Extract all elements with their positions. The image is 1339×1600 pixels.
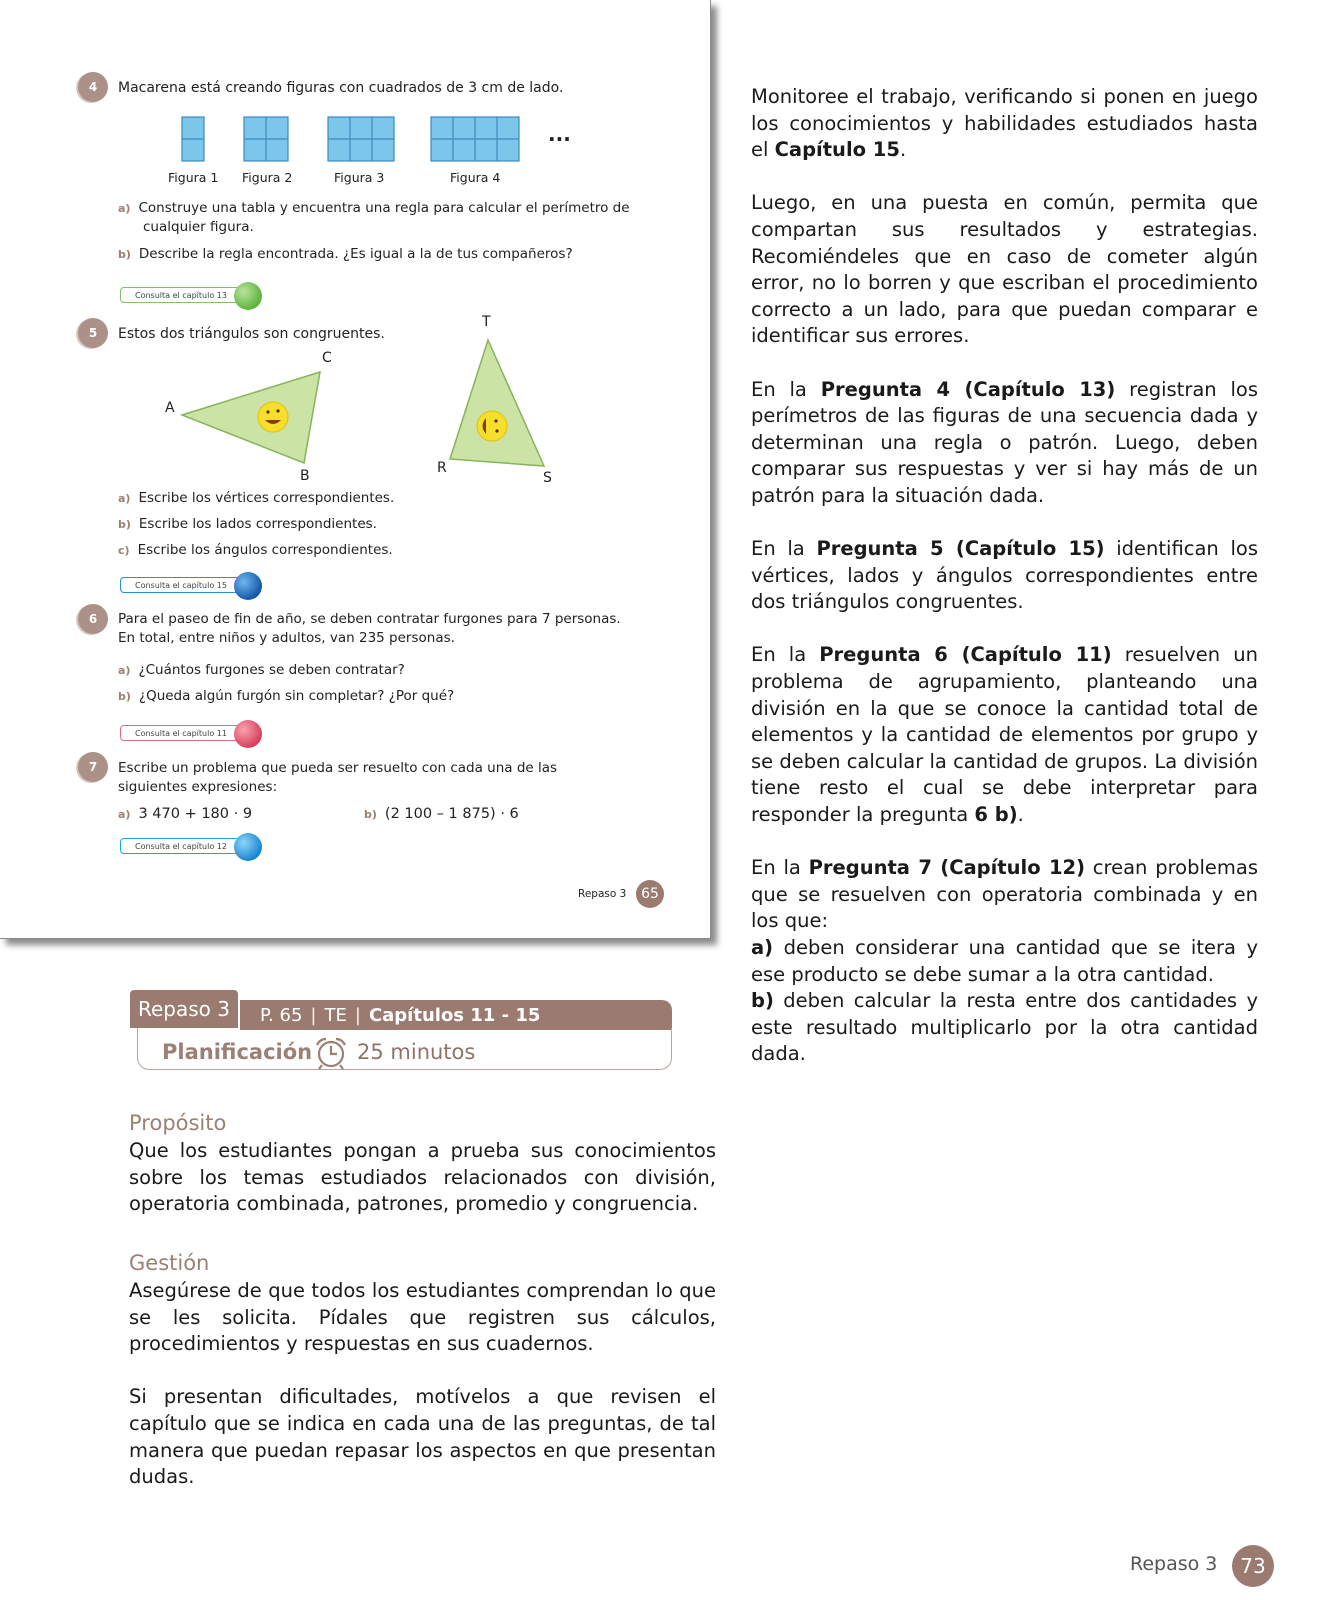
square-figures-sequence — [180, 116, 580, 164]
alarm-clock-icon — [313, 1036, 349, 1070]
footer-section-label: Repaso 3 — [1130, 1553, 1218, 1575]
q7-b: b) (2 100 – 1 875) · 6 — [364, 806, 519, 822]
gestion-paragraph-2: Si presentan dificultades, motívelos a que revisen el capítulo que se indica en cada una de las preguntas, de tal manera que puedan repasar los aspectos en que presentan dudas. — [129, 1385, 716, 1489]
figure-3-label: Figura 3 — [334, 170, 385, 185]
right-column-text — [751, 84, 1258, 1068]
figure-2-label: Figura 2 — [242, 170, 293, 185]
figure-4-label: Figura 4 — [450, 170, 501, 185]
vertex-r-label: R — [437, 460, 447, 476]
student-page-number: 65 — [636, 880, 664, 908]
question-6-text-1: Para el paseo de fin de año, se deben contratar furgones para 7 personas. — [118, 611, 621, 627]
vertex-s-label: S — [543, 470, 552, 486]
question-6-text-2: En total, entre niños y adultos, van 235 personas. — [118, 630, 455, 646]
right-paragraph-5: En la Pregunta 6 (Capítulo 11) resuelven un problema de agrupamiento, planteando una división en la que se conoce la cantidad total de elementos y la cantidad de elementos por grupo y se deben calcular la cantidad de grupos. La división tiene resto el cual se debe interpretar para responder la pregunta 6 b). — [751, 643, 1258, 827]
q4-b: b) Describe la regla encontrada. ¿Es igual a la de tus compañeros? — [118, 246, 573, 262]
congruent-triangles — [180, 320, 560, 490]
proposito-title: Propósito — [129, 1111, 227, 1135]
q6-a: a) ¿Cuántos furgones se deben contratar? — [118, 662, 405, 678]
green-ball-icon — [234, 282, 262, 310]
q5-a: a) Escribe los vértices correspondientes. — [118, 490, 395, 506]
gestion-section — [129, 1278, 716, 1491]
vertex-b-label: B — [300, 468, 310, 484]
planning-time: 25 minutos — [357, 1040, 476, 1064]
blue-ball-icon — [234, 572, 262, 600]
header-bar: P. 65 | TE | Capítulos 11 - 15 — [240, 1000, 672, 1030]
page-reference: P. 65 — [260, 1004, 303, 1026]
proposito-text: Que los estudiantes pongan a prueba sus conocimientos sobre los temas estudiados relacionados con división, operatoria combinada, patrones, promedio y congruencia. — [129, 1139, 716, 1216]
question-5-number: 5 — [78, 318, 108, 348]
right-paragraph-2: Luego, en una puesta en común, permita que compartan sus resultados y estrategias. Recomiéndeles que en caso de cometer algún error, no lo borren y que escriban el procedimiento correcto a un lado, para que puedan comparar e identificar sus errores. — [751, 191, 1258, 348]
cyan-ball-icon — [234, 833, 262, 861]
question-4-number: 4 — [78, 72, 108, 102]
gestion-title: Gestión — [129, 1251, 210, 1275]
question-7-number: 7 — [78, 752, 108, 782]
footer-page-number: 73 — [1232, 1545, 1274, 1587]
right-paragraph-6: En la Pregunta 7 (Capítulo 12) crean problemas que se resuelven con operatoria combinada y en los que: a) deben considerar una cantidad que se itera y ese producto se debe sumar a la otra cantidad. b) deben calcular la resta entre dos cantidades y este resultado multiplicarlo por la otra cantidad dada. — [751, 856, 1258, 1066]
question-7-text-1: Escribe un problema que pueda ser resuelto con cada una de las — [118, 760, 558, 776]
question-5-text: Estos dos triángulos son congruentes. — [118, 326, 385, 342]
question-4-text: Macarena está creando figuras con cuadrados de 3 cm de lado. — [118, 80, 564, 96]
chapter-12-chip: Consulta el capítulo 12 — [120, 838, 258, 854]
planning-label: Planificación — [162, 1040, 313, 1064]
gestion-paragraph-1: Asegúrese de que todos los estudiantes comprendan lo que se les solicita. Pídales que registren sus cálculos, procedimientos y respuestas en sus cuadernos. — [129, 1279, 716, 1356]
chapter-15-chip: Consulta el capítulo 15 — [120, 577, 258, 593]
q6-b: b) ¿Queda algún furgón sin completar? ¿Por qué? — [118, 688, 455, 704]
right-paragraph-1: Monitoree el trabajo, verificando si ponen en juego los conocimientos y habilidades estudiados hasta el Capítulo 15. — [751, 85, 1258, 162]
te-label: TE — [324, 1004, 347, 1026]
q4-a: a) Construye una tabla y encuentra una regla para calcular el perímetro de — [118, 200, 630, 216]
sequence-ellipsis: ... — [548, 122, 571, 146]
figure-1-label: Figura 1 — [168, 170, 219, 185]
right-paragraph-3: En la Pregunta 4 (Capítulo 13) registran los perímetros de las figuras de una secuencia dada y determinan una regla o patrón. Luego, deben comparar sus respuestas y ver si hay más de un patrón para la situación dada. — [751, 377, 1258, 507]
question-6-number: 6 — [78, 604, 108, 634]
proposito-section — [129, 1138, 716, 1218]
question-7-text-2: siguientes expresiones: — [118, 779, 278, 795]
q7-a: a) 3 470 + 180 · 9 — [118, 806, 253, 822]
q5-c: c) Escribe los ángulos correspondientes. — [118, 542, 393, 558]
chapter-11-chip: Consulta el capítulo 11 — [120, 725, 258, 741]
repaso-tab: Repaso 3 — [130, 990, 238, 1028]
student-page-footer-label: Repaso 3 — [578, 888, 627, 900]
q4-a-cont: cualquier figura. — [143, 219, 254, 235]
student-page-inset — [0, 0, 711, 939]
vertex-t-label: T — [482, 314, 491, 330]
chapters-range: Capítulos 11 - 15 — [368, 1004, 541, 1026]
vertex-c-label: C — [322, 350, 332, 366]
chapter-13-chip: Consulta el capítulo 13 — [120, 287, 258, 303]
red-ball-icon — [234, 720, 262, 748]
q5-b: b) Escribe los lados correspondientes. — [118, 516, 377, 532]
right-paragraph-4: En la Pregunta 5 (Capítulo 15) identifican los vértices, lados y ángulos correspondientes entre dos triángulos congruentes. — [751, 537, 1258, 614]
vertex-a-label: A — [165, 400, 175, 416]
